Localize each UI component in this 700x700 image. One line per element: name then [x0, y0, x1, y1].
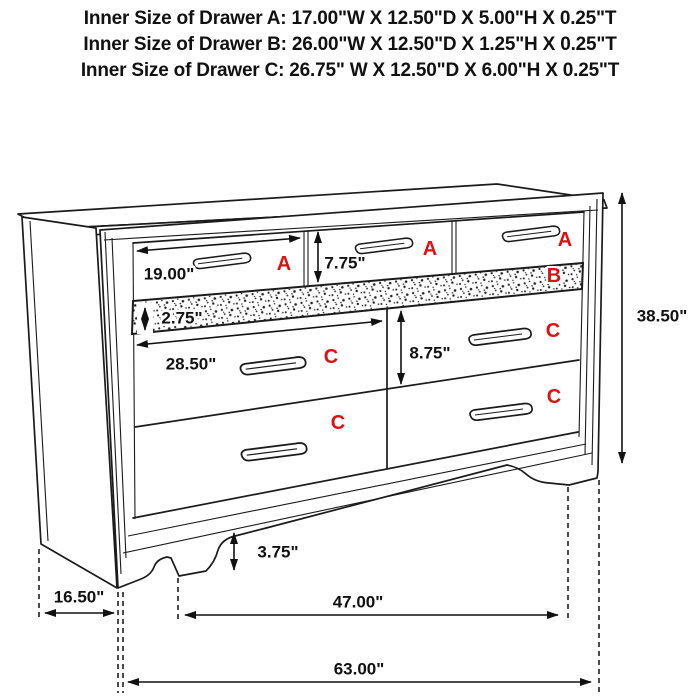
drawer-c1-right-label: C: [545, 320, 561, 342]
header-line-drawer-c: Inner Size of Drawer C: 26.75" W X 12.50"D X 6.00"H X 0.25"T: [80, 60, 620, 81]
front-face: [100, 193, 603, 588]
drawer-a2-label: A: [422, 238, 438, 260]
dim-label-drawer-c-width: 28.50": [165, 354, 217, 374]
drawer-b-label: B: [546, 265, 562, 287]
dim-label-drawer-c-height: 8.75": [409, 343, 451, 363]
dim-label-drawer-a-width: 19.00": [143, 264, 195, 284]
dim-label-drawer-a-height: 7.75": [324, 253, 366, 273]
drawer-a1-label: A: [276, 253, 292, 275]
drawer-c2-right-label: C: [546, 386, 562, 408]
header-line-drawer-a: Inner Size of Drawer A: 17.00"W X 12.50"D X 5.00"H X 0.25"T: [83, 8, 617, 29]
drawer-c1-left-label: C: [323, 346, 339, 368]
drawer-a3-label: A: [557, 229, 573, 251]
dim-label-drawer-b-height: 2.75": [161, 308, 203, 328]
dim-label-foot-height: 3.75": [257, 542, 299, 562]
dim-label-feet-span: 47.00": [332, 592, 384, 612]
dim-label-side-depth: 16.50": [53, 587, 105, 607]
dim-label-overall-width: 63.00": [333, 659, 385, 679]
drawer-c2-left-label: C: [330, 412, 346, 434]
header-line-drawer-b: Inner Size of Drawer B: 26.00"W X 12.50"D X 1.25"H X 0.25"T: [83, 34, 617, 55]
cabinet-body: [18, 184, 607, 588]
dim-label-overall-height: 38.50": [636, 306, 688, 326]
